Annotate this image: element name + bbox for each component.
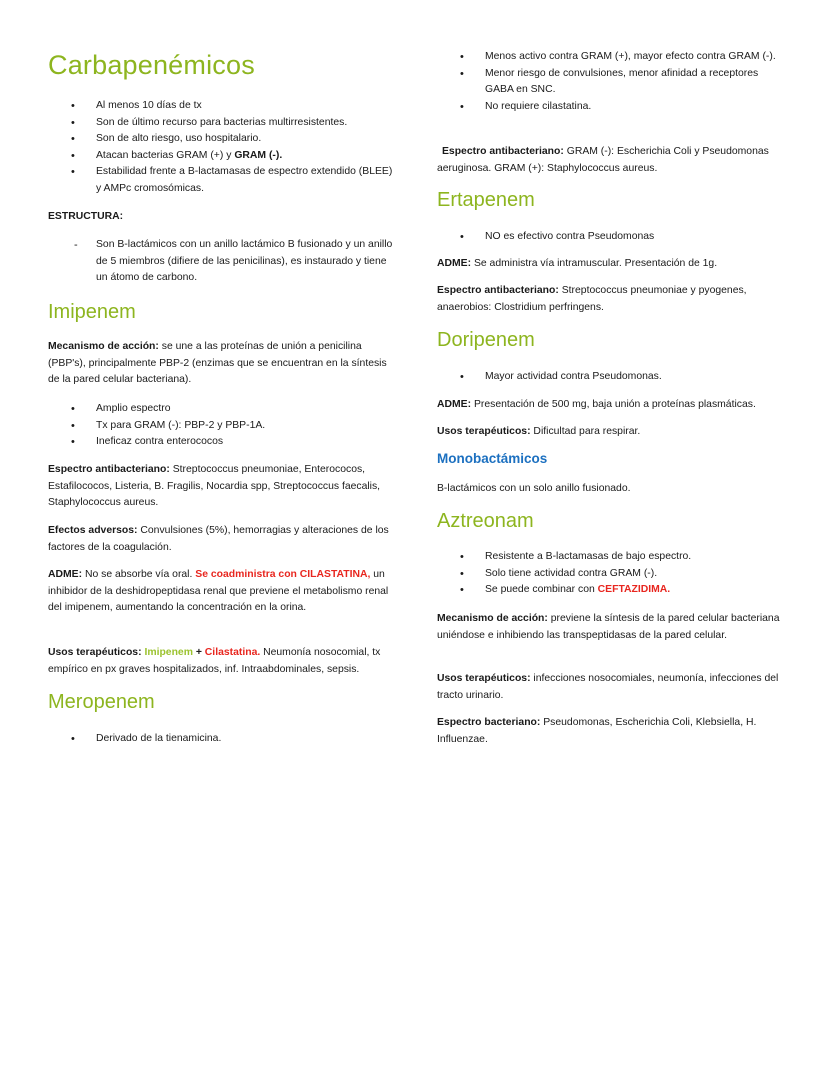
list-item: • No requiere cilastatina. [437,99,782,116]
meropenem-bullet-list-cont [437,49,782,115]
cilastatina-highlight: Se coadministra con CILASTATINA, [195,569,371,580]
field-text: se une a las proteínas de unión a penicilina (PBP's), principalmente PBP-2 (enzimas que se encuentran en la síntesis de la pared celular bacteriana). [48,341,387,386]
list-item: • Ineficaz contra enterococos [48,434,393,451]
field-text: Pseudomonas, Escherichia Coli, Klebsiella, H. Influenzae. [437,717,757,745]
gram-negative-bold: GRAM (-). [234,149,283,161]
section-title-monobactamicos: Monobactámicos [437,451,548,466]
intro-bullet-list [48,98,393,198]
aztreonam-usos [437,671,782,704]
section-title-doripenem: Doripenem [437,329,535,351]
list-item: • Derivado de la tienamicina. [48,731,393,748]
field-text: infecciones nosocomiales, neumonía, infecciones del tracto urinario. [437,673,779,701]
field-text: GRAM (-): Escherichia Coli y Pseudomonas aeruginosa. GRAM (+): Staphylococcus aureus. [437,146,769,174]
imipenem-mecanismo [48,339,393,389]
field-text: Streptococcus pneumoniae y pyogenes, anaerobios: Clostridium perfringens. [437,285,747,313]
cilastatina-highlight: Cilastatina. [204,647,261,658]
list-item: • Son de alto riesgo, uso hospitalario. [48,131,393,148]
imipenem-usos [48,645,393,678]
field-label: ADME: [48,569,83,580]
imipenem-espectro [48,462,393,512]
field-text: Convulsiones (5%), hemorragias y alteraciones de los factores de la coagulación. [48,525,389,553]
list-item: • Son de último recurso para bacterias multirresistentes. [48,115,393,132]
section-title-ertapenem: Ertapenem [437,189,535,211]
field-text: previene la síntesis de la pared celular bacteriana uniéndose e inhibiendo las transpeptidasas de la pared celular. [437,613,780,641]
list-item: • Solo tiene actividad contra GRAM (-). [437,566,782,583]
list-item: - Son B-lactámicos con un anillo lactámico B fusionado y un anillo de 5 miembros (difiere de las penicilinas), es instaurado y tiene un átomo de carbono. [48,237,393,287]
field-text: Streptococcus pneumoniae, Enterococos, Estafilococos, Listeria, B. Fragilis, Nocardia spp, Streptococcus faecalis, Staphylococcus aureus. [48,464,381,509]
list-item: • Menos activo contra GRAM (+), mayor efecto contra GRAM (-). [437,49,782,66]
field-text: No se absorbe vía oral. [82,569,196,580]
field-label: Usos terapéuticos: [48,647,142,658]
page-title: Carbapenémicos [48,50,255,80]
field-label: Usos terapéuticos: [437,673,531,684]
field-label: ADME: [437,399,472,410]
field-label: Mecanismo de acción: [48,341,159,352]
list-item: • Amplio espectro [48,401,393,418]
field-text: Dificultad para respirar. [530,426,641,437]
list-item [48,148,393,165]
monobactamicos-text: B-lactámicos con un solo anillo fusionado. [437,483,631,494]
doripenem-usos [437,424,782,441]
meropenem-espectro [437,144,782,177]
aztreonam-mecanismo [437,611,782,644]
section-title-meropenem: Meropenem [48,691,155,713]
imipenem-adme [48,567,393,617]
list-item-text: Atacan bacterias GRAM (+) y [96,149,232,161]
imipenem-highlight: Imipenem [144,647,193,658]
field-label: Espectro bacteriano: [437,717,541,728]
section-title-imipenem: Imipenem [48,301,136,323]
list-item: • Resistente a B-lactamasas de bajo espectro. [437,549,782,566]
doripenem-bullet-list [437,369,782,386]
aztreonam-bullet-list [437,549,782,599]
field-text: Presentación de 500 mg, baja unión a proteínas plasmáticas. [471,399,756,410]
field-label: Espectro antibacteriano: [48,464,170,475]
list-item: • Tx para GRAM (-): PBP-2 y PBP-1A. [48,418,393,435]
ertapenem-espectro [437,283,782,316]
estructura-label: ESTRUCTURA: [48,211,124,222]
meropenem-bullet-list [48,731,393,748]
imipenem-efectos [48,523,393,556]
field-text: Se administra vía intramuscular. Presentación de 1g. [471,258,718,269]
field-label: Espectro antibacteriano: [442,146,564,157]
imipenem-bullet-list [48,401,393,451]
field-label: Espectro antibacteriano: [437,285,559,296]
field-label: ADME: [437,258,472,269]
list-item: • Mayor actividad contra Pseudomonas. [437,369,782,386]
list-item: • Menor riesgo de convulsiones, menor afinidad a receptores GABA en SNC. [437,66,782,99]
list-item-text: Se puede combinar con [485,584,595,596]
ceftazidima-highlight: CEFTAZIDIMA. [597,584,671,596]
aztreonam-espectro [437,715,782,748]
list-item [437,582,782,599]
field-label: Usos terapéuticos: [437,426,531,437]
section-title-aztreonam: Aztreonam [437,510,534,532]
plus-sign: + [192,647,205,658]
list-item: • Estabilidad frente a B-lactamasas de espectro extendido (BLEE) y AMPc cromosómicas. [48,164,393,197]
ertapenem-adme [437,256,782,273]
field-label: Mecanismo de acción: [437,613,548,624]
doripenem-adme [437,397,782,414]
ertapenem-bullet-list [437,229,782,246]
field-text: un inhibidor de la deshidropeptidasa renal que previene el metabolismo renal del imipenem, aumentando la concentración en la orina. [48,569,389,614]
field-label: Efectos adversos: [48,525,138,536]
estructura-list [48,237,393,287]
list-item: • Al menos 10 días de tx [48,98,393,115]
field-text: Neumonía nosocomial, tx empírico en px graves hospitalizados, inf. Intraabdominales, sepsis. [48,647,381,675]
list-item: • NO es efectivo contra Pseudomonas [437,229,782,246]
